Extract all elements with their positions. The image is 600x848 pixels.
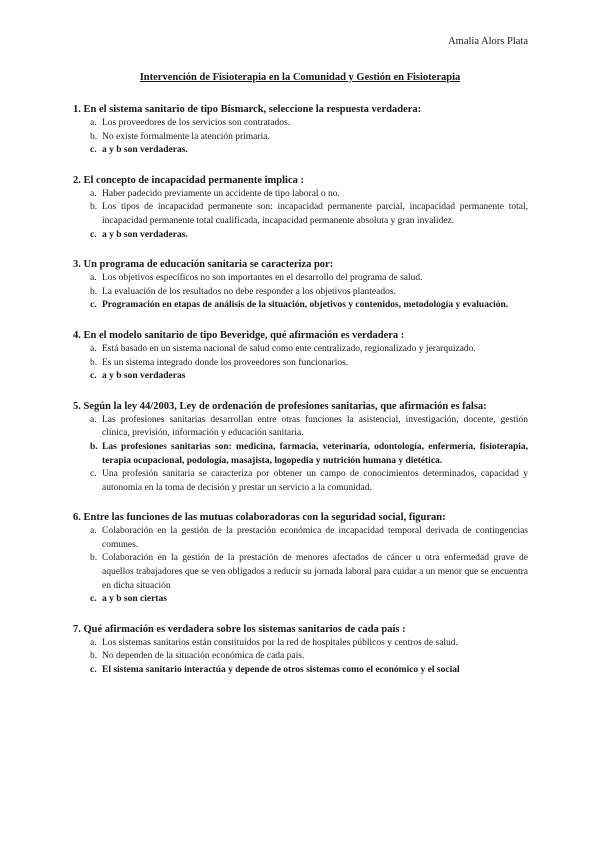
answer-option <box>73 286 528 300</box>
option-text: a y b son ciertas <box>102 594 167 605</box>
option-text: No existe formalmente la atención primaria. <box>102 131 270 142</box>
question-text: 3. Un programa de educación sanitaria se caracteriza por: <box>73 259 334 271</box>
answer-option <box>73 525 528 552</box>
answer-options <box>73 188 528 242</box>
option-letter: a. <box>90 118 97 128</box>
option-text: El sistema sanitario interactúa y depende de otros sistemas como el económico y el social <box>102 665 460 676</box>
answer-option <box>73 593 528 607</box>
answer-option <box>73 201 528 228</box>
answer-option <box>73 370 528 384</box>
question-1 <box>73 103 528 158</box>
question-text: 4. En el modelo sanitario de tipo Beveridge, qué afirmación es verdadera : <box>73 329 405 341</box>
option-text: Está basado en un sistema nacional de salud como ente centralizado, regionalizado y jerarquizado. <box>102 343 476 354</box>
option-text: Programación en etapas de análisis de la situación, objetivos y contenidos, metodología y evaluación. <box>102 300 509 311</box>
option-letter: b. <box>90 131 98 142</box>
answer-option <box>73 188 528 202</box>
question-list <box>73 103 528 694</box>
option-letter: c. <box>90 145 97 156</box>
answer-option <box>73 144 528 158</box>
option-text: Los proveedores de los servicios son contratados. <box>102 118 291 128</box>
answer-option <box>73 414 528 441</box>
option-text: No dependen de la situación económica de cada país. <box>102 651 305 662</box>
option-text: Los objetivos específicos no son importantes en el desarrollo del programa de salud. <box>102 273 423 284</box>
option-text: Las profesiones sanitarias desarrollan entre otras funciones la asistencial, investigación, docente, gestión clínica, previsión, información y educación sanitaria. <box>102 414 528 439</box>
question-3 <box>73 258 528 313</box>
option-letter: a. <box>90 414 97 425</box>
answer-options <box>73 343 528 384</box>
answer-options <box>73 525 528 607</box>
option-text: a y b son verdaderas <box>102 371 186 382</box>
answer-options <box>73 117 528 158</box>
option-letter: c. <box>90 229 97 240</box>
option-text: Los sistemas sanitarios están constituidos por la red de hospitales públicos y centros de salud. <box>102 637 458 648</box>
answer-option <box>73 131 528 145</box>
answer-option <box>73 299 528 313</box>
answer-options <box>73 272 528 313</box>
option-text: a y b son verdaderas. <box>102 229 188 240</box>
option-letter: a. <box>90 343 97 354</box>
option-text: Es un sistema integrado donde los proveedores son funcionarios. <box>102 357 349 368</box>
question-text: 7. Qué afirmación es verdadera sobre los sistemas sanitarios de cada país : <box>73 623 406 635</box>
answer-option <box>73 637 528 651</box>
option-letter: b. <box>90 202 98 213</box>
question-text: 5. Según la ley 44/2003, Ley de ordenación de profesiones sanitarias, que afirmación es falsa: <box>73 400 487 412</box>
question-7 <box>73 623 528 678</box>
answer-option <box>73 357 528 371</box>
option-text: Una profesión sanitaria se caracteriza por obtener un campo de conocimientos determinados, capacidad y autonomía en la toma de decisión y prestar un servicio a la comunidad. <box>102 469 528 493</box>
author-name: Amalia Alors Plata <box>448 36 528 47</box>
answer-option <box>73 552 528 593</box>
option-letter: a. <box>90 637 97 648</box>
option-letter: b. <box>90 441 98 452</box>
answer-option <box>73 272 528 286</box>
question-2 <box>73 174 528 242</box>
option-letter: a. <box>90 188 97 199</box>
answer-option <box>73 229 528 243</box>
option-text: a y b son verdaderas. <box>102 145 188 156</box>
document-title: Intervención de Fisioterapia en la Comunidad y Gestión en Fisioterapia <box>139 72 461 83</box>
question-4 <box>73 329 528 384</box>
answer-option <box>73 650 528 664</box>
option-letter: b. <box>90 357 98 368</box>
option-letter: a. <box>90 273 97 284</box>
option-letter: c. <box>90 371 97 382</box>
answer-option <box>73 117 528 131</box>
answer-options <box>73 414 528 496</box>
question-text: 1. En el sistema sanitario de tipo Bismarck, seleccione la respuesta verdadera: <box>73 104 422 115</box>
option-text: La evaluación de los resultados no debe responder a los objetivos planteados. <box>102 286 396 297</box>
answer-option <box>73 664 528 678</box>
question-6 <box>73 511 528 607</box>
question-text: 2. El concepto de incapacidad permanente implica : <box>73 174 304 186</box>
option-text: Las profesiones sanitarias son: medicina, farmacia, veterinaria, odontología, enfermería, fisioterapia, terapia ocupacional, podología, masajista, logopedia y nutrición humana y dietética. <box>102 441 528 466</box>
option-letter: a. <box>90 526 97 537</box>
option-text: Haber padecido previamente un accidente de tipo laboral o no. <box>102 188 340 199</box>
option-text: Colaboración en la gestión de la prestación de menores afectados de cáncer u otra enfermedad grave de aquellos trabajadores que se ven obligados a reducir su jornada laboral para cuidar a un menor que se encuentra en dicha situación <box>102 553 528 591</box>
answer-options <box>73 637 528 678</box>
option-letter: c. <box>90 665 97 676</box>
option-text: Los tipos de incapacidad permanente son: incapacidad permanente parcial, incapacidad permanente total, incapacidad permanente total cualificada, incapacidad permanente absoluta y gran invalidez. <box>102 202 528 226</box>
option-letter: c. <box>90 594 97 605</box>
answer-option <box>73 441 528 468</box>
question-5 <box>73 400 528 496</box>
option-letter: c. <box>90 300 97 311</box>
answer-option <box>73 468 528 495</box>
option-letter: b. <box>90 553 98 564</box>
option-letter: b. <box>90 651 98 662</box>
answer-option <box>73 343 528 357</box>
question-text: 6. Entre las funciones de las mutuas colaboradoras con la seguridad social, figuran: <box>73 512 446 524</box>
option-letter: b. <box>90 286 98 297</box>
option-text: Colaboración en la gestión de la prestación económica de incapacidad temporal derivada de contingencias comunes. <box>102 526 528 550</box>
option-letter: c. <box>90 469 97 480</box>
